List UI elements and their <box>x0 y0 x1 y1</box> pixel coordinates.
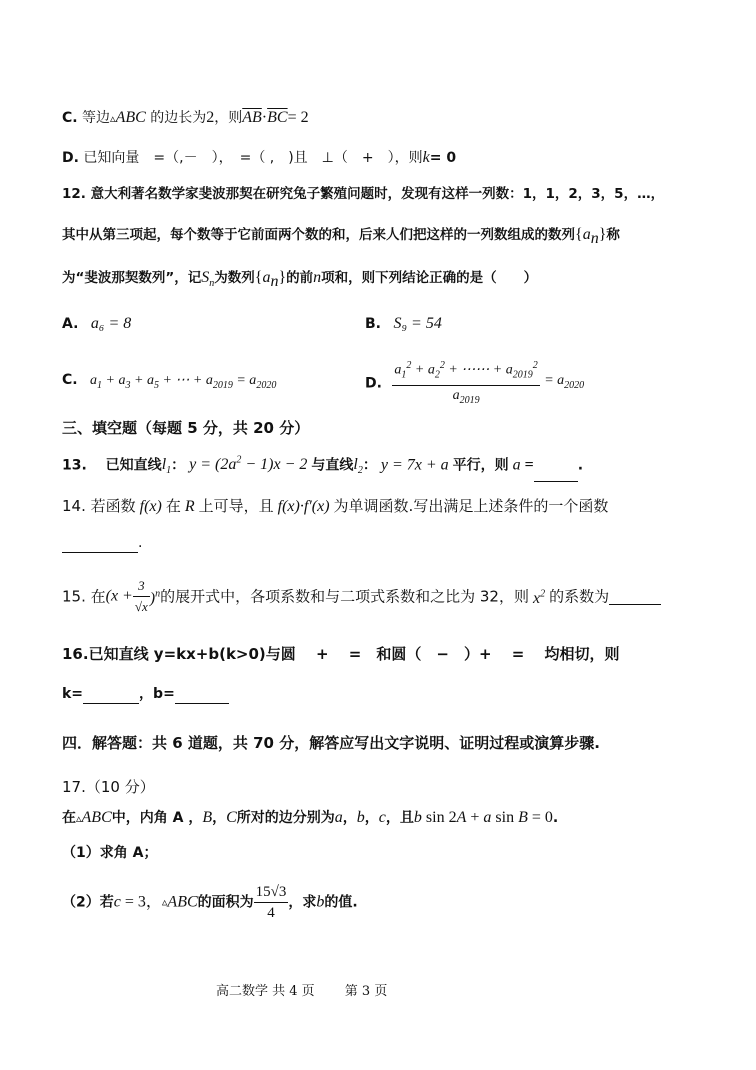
answer-blank[interactable] <box>83 687 139 704</box>
answer-blank[interactable] <box>534 465 578 482</box>
option-text: 等边 <box>82 110 111 126</box>
option-text: 已知向量 =（,－ ）， =（ , )且 ⊥（ + ），则 <box>83 150 423 166</box>
math-fraction: $\frac{3}{√x}$ <box>134 578 148 614</box>
q15-text: 的系数为 <box>549 587 610 606</box>
answer-blank[interactable] <box>175 687 229 704</box>
q17-text: 在 <box>62 810 76 826</box>
option-d-line <box>62 148 456 168</box>
q12-option-b <box>365 314 442 334</box>
q15-text: 15. 在 <box>62 587 106 606</box>
triangle-symbol: ▵ <box>110 113 116 125</box>
section-4-title: 四．解答题：共 6 道题，共 70 分，解答应写出文字说明、证明过程或演算步骤. <box>62 734 600 752</box>
q12-text: 其中从第三项起，每个数等于它前面两个数的和，后来人们把这样的一列数组成的数列 <box>62 227 575 243</box>
option-text: ，则 <box>214 110 243 126</box>
option-label: C. <box>62 110 78 126</box>
q17-text: 中，内角 A ， <box>111 810 203 826</box>
q16-line: 16.已知直线 y=kx+b(k>0)与圆 + = 和圆（ − ）+ = 均相切，则 <box>62 645 620 663</box>
option-c-line: C. 等边▵ABC 的边长为2，则$\overline{AB}\cdot\overline{BC}= 2$ <box>62 109 309 126</box>
q17-part-1: （1）求角 A； <box>62 845 158 861</box>
q14-text: 上可导，且 <box>198 497 274 515</box>
math-expression: a₆ = 8 <box>90 315 132 332</box>
q15-text: 的展开式中，各项系数和与二项式系数和之比为 32，则 <box>160 587 529 606</box>
answer-blank[interactable] <box>609 588 661 605</box>
q13-text: 13. 已知直线 <box>62 457 162 474</box>
vector-ab: $\overline{AB}$ <box>242 109 262 126</box>
math-number: 2 <box>206 109 215 126</box>
q12-text: 项和，则下列结论正确的是（ ） <box>321 270 538 286</box>
math-tail: = 0 <box>429 150 457 166</box>
option-label: D. <box>62 150 79 166</box>
option-label: C. <box>62 372 78 388</box>
q17-stem: 在▵ABC中，内角 A ，B，C所对的边分别为a，b，c，且b sin 2A + a sin B = 0. <box>62 809 559 826</box>
q14-text: 14. 若函数 <box>62 497 136 515</box>
q16-answer-line <box>62 684 229 704</box>
q12-text: 称 <box>606 227 620 243</box>
math-equals: = 2 <box>287 109 309 126</box>
q17-text: 所对的边分别为 <box>236 810 335 826</box>
q12-text: 为“斐波那契数列”，记 <box>62 270 202 286</box>
q12-line-3: 为“斐波那契数列”，记$S_n$为数列$\{a_n\}$的前n项和，则下列结论正确的是（ ） <box>62 269 538 291</box>
option-label: D. <box>365 375 382 392</box>
q17-text: 的面积为 <box>197 894 254 911</box>
q17-text: ，且 <box>385 810 414 826</box>
q12-option-a <box>62 314 131 334</box>
q13-line: 13. 已知直线$l_1$： $y = (2a^2 - 1)x - 2$ 与直线$l_2$： y = 7x + a 平行，则 a = . <box>62 451 583 482</box>
q12-line-2: 其中从第三项起，每个数等于它前面两个数的和，后来人们把这样的一列数组成的数列$\{a_n\}$称 <box>62 226 620 248</box>
q12-text: 的前 <box>286 270 314 286</box>
q12-option-c <box>62 370 276 396</box>
q15-line: 15. 在(x + $\frac{3}{√x}$ )$^n$的展开式中，各项系数和与二项式系数和之比为 32，则 $x^2$ 的系数为 <box>62 576 661 622</box>
q13-text: 平行，则 <box>452 457 509 474</box>
q17-text: ，求 <box>288 894 317 911</box>
q17-text: （2）若 <box>62 894 114 911</box>
q17-header: 17.（10 分） <box>62 778 155 796</box>
math-fraction: $\frac{15√3}{4}$ <box>255 884 287 921</box>
answer-blank[interactable] <box>62 536 138 553</box>
page-footer: 高二数学 共 4 页 第 3 页 <box>216 984 388 999</box>
option-label: A. <box>62 316 79 332</box>
math-abc: ABC <box>115 109 146 126</box>
q12-option-d: D. $\frac{a_1^2 + a_2^2 + \cdots\cdots + a_{2019}^2}{a_{2019}}$ = $a_{2020}$ <box>365 356 584 406</box>
q17-text: 的值. <box>324 894 358 911</box>
q13-text: = <box>524 456 534 474</box>
math-fraction: $\frac{a_1^2 + a_2^2 + \cdots\cdots + a_{2019}^2}{a_{2019}}$ <box>392 356 539 411</box>
math-expression: S₉ = 54 <box>393 315 442 332</box>
q16-text: ，b= <box>139 686 175 702</box>
q17-part-2: （2）若c = 3，▵ABC的面积为 $\frac{15√3}{4}$ ，求b的值. <box>62 884 358 921</box>
option-text: 的边长为 <box>150 110 207 126</box>
vector-bc: $\overline{BC}$ <box>267 109 288 126</box>
q14-text: 在 <box>165 497 181 515</box>
q16-text: k= <box>62 686 84 702</box>
math-expression: $a_1 + a_3 + a_5$ + ⋯ + $a_{2019} = a_{2020}$ <box>90 373 277 391</box>
q13-text: 与直线 <box>311 457 354 474</box>
q14-blank-line: . <box>62 533 142 553</box>
q12-text: 为数列 <box>214 270 255 286</box>
q12-line-1: 12. 意大利著名数学家斐波那契在研究兔子繁殖问题时，发现有这样一列数：1，1，2，3，5，…， <box>62 186 665 202</box>
math-k: k <box>422 149 430 166</box>
q17-text: ， <box>212 810 227 826</box>
q14-line: 14. 若函数 f(x) 在 R 上可导，且 f(x)·f′(x) 为单调函数.写出满足上述条件的一个函数 <box>62 497 609 515</box>
section-3-title: 三、填空题（每题 5 分，共 20 分） <box>62 419 310 437</box>
q14-text: 为单调函数.写出满足上述条件的一个函数 <box>333 497 609 515</box>
option-label: B. <box>365 316 381 332</box>
